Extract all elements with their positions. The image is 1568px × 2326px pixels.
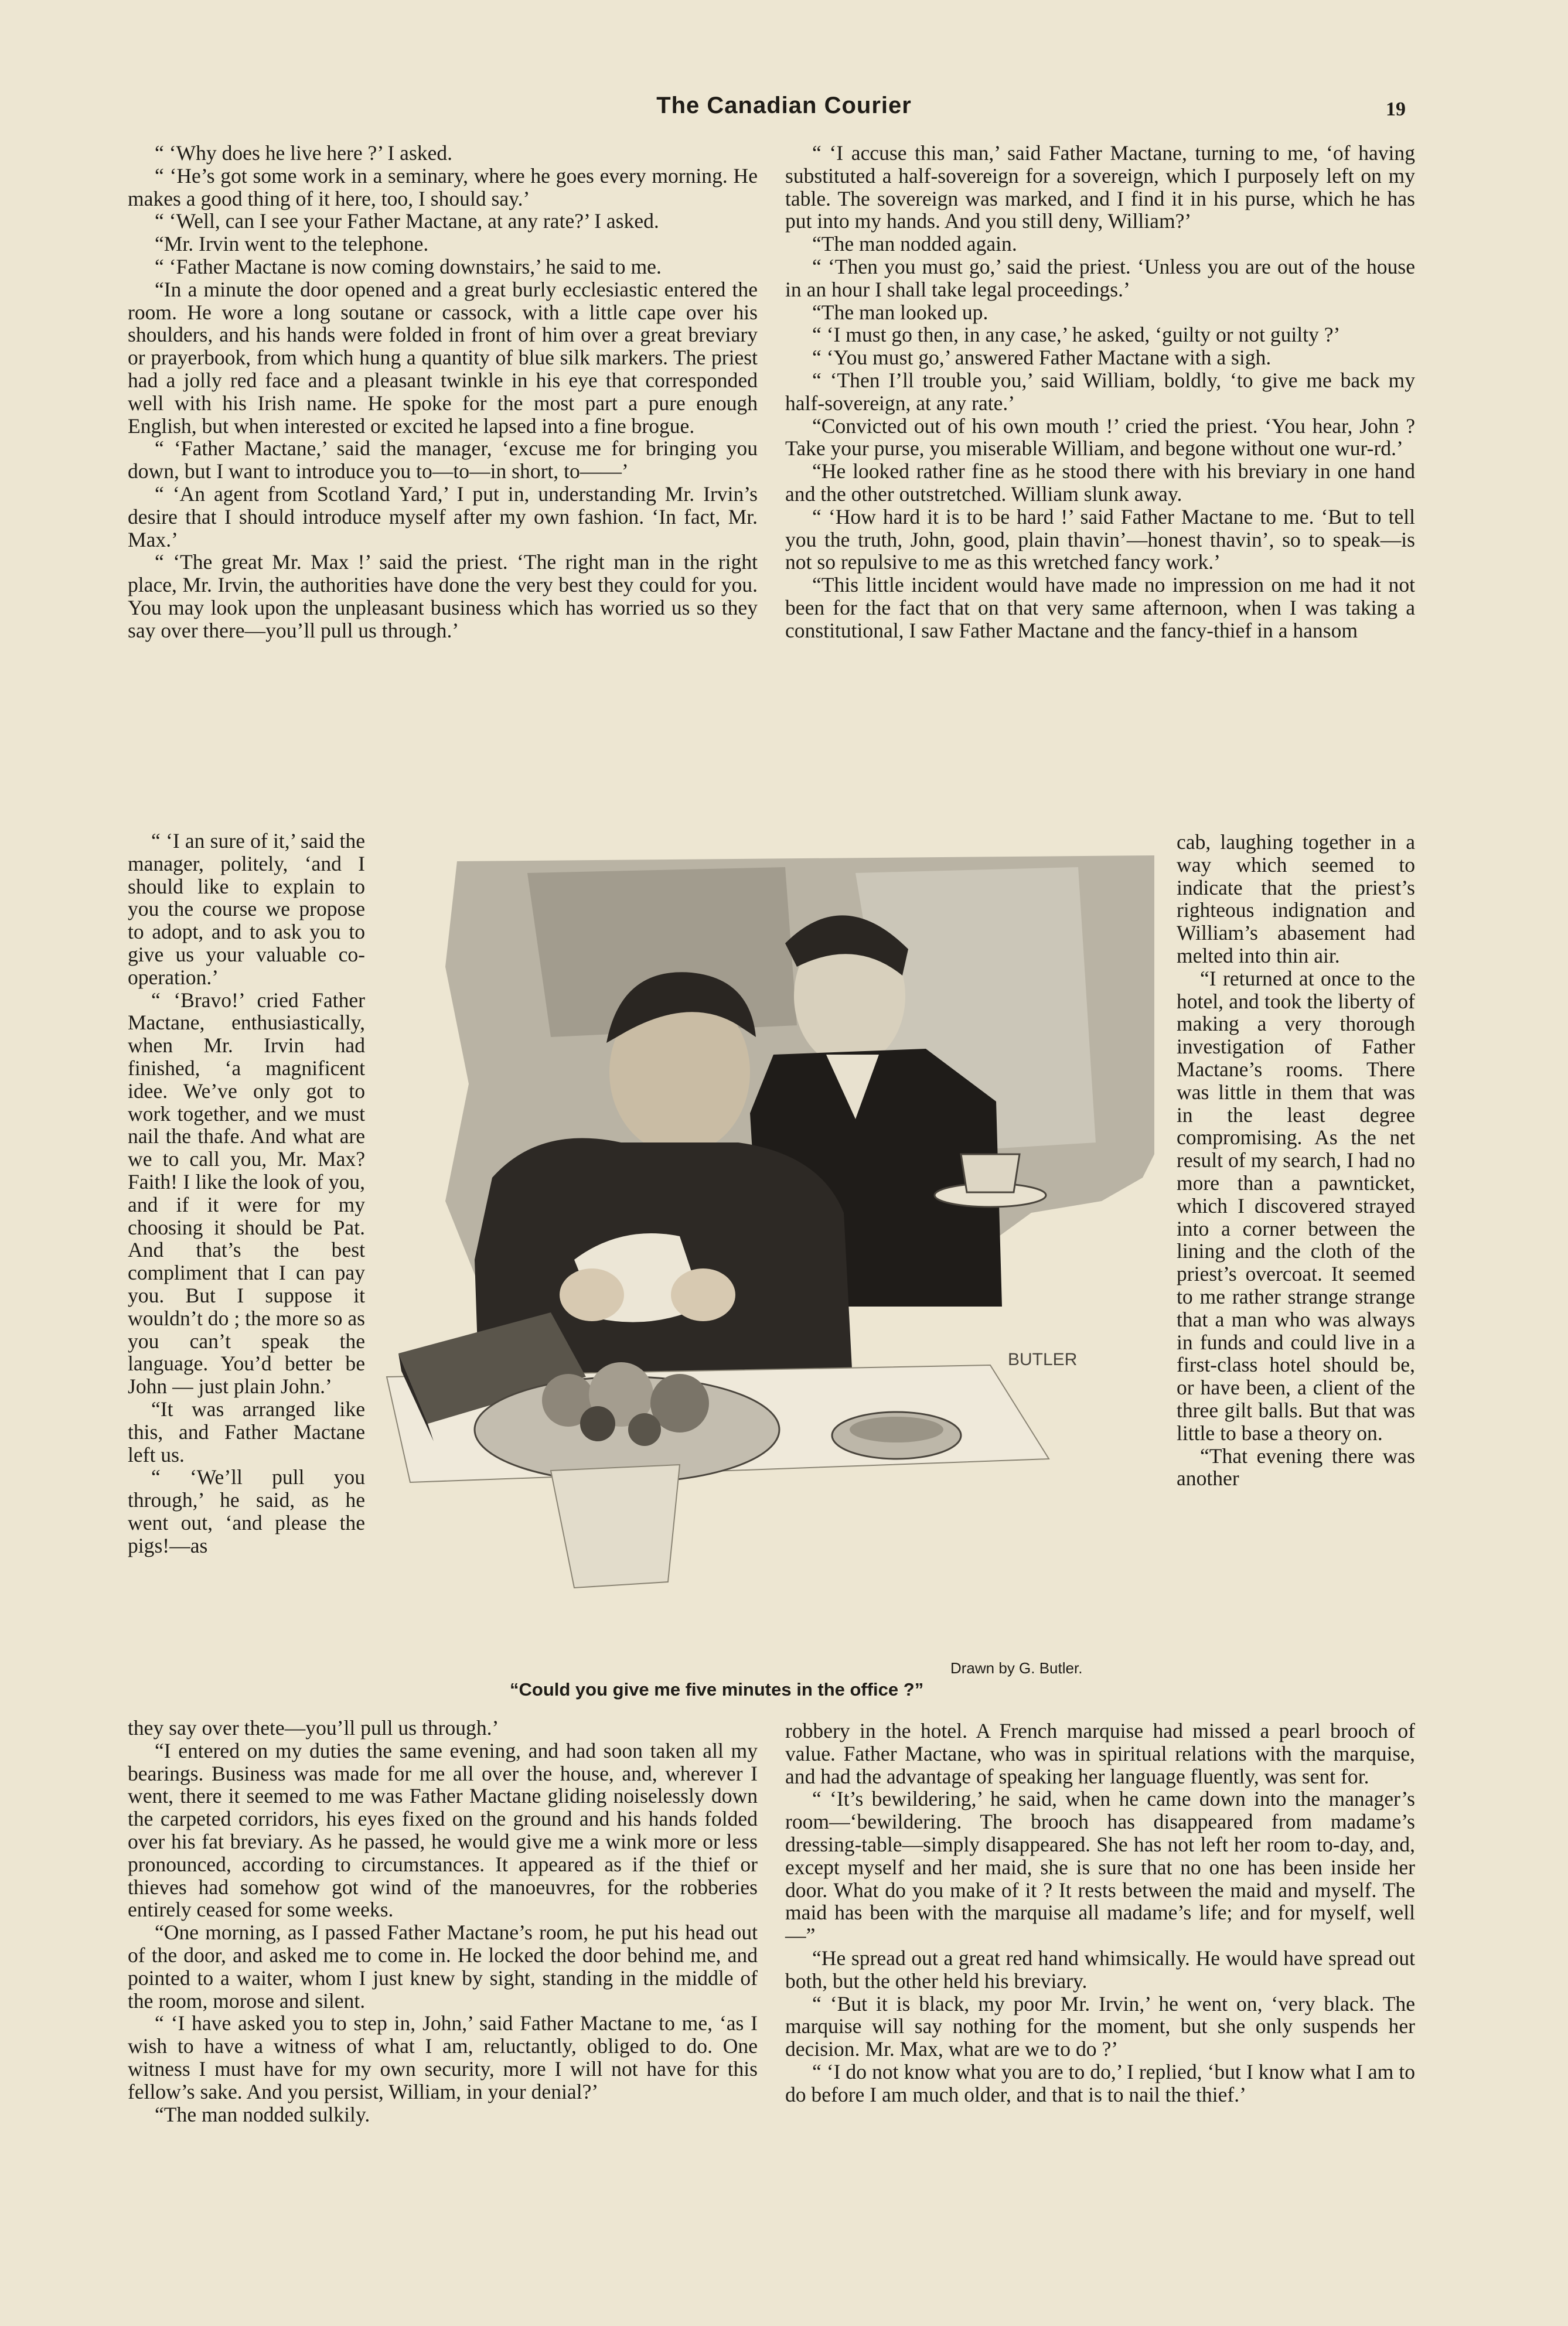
paragraph: “ ‘It’s bewildering,’ he said, when he came down into the manager’s room—‘bewildering. The brooch has disappeared from madame’s dressing-table—simply disappeared. She has not left her room to-day, and, except myself and her maid, she is sure that no one has been inside her door. What do you make of it ? It rests between the maid and myself. The maid has been with the marquise all madame’s life; and for myself, well—” (785, 1787, 1415, 1948)
page-number: 19 (1386, 98, 1406, 120)
right-column-bottom (785, 1720, 1415, 2106)
paragraph: “One morning, as I passed Father Mactane’s room, he put his head out of the door, and asked me to come in. He locked the door behind me, and pointed to a waiter, whom I just knew by sight, standing in the middle of the room, morose and silent. (128, 1921, 758, 2013)
paragraph: “Convicted out of his own mouth !’ cried the priest. ‘You hear, John ? Take your purse, you miserable William, and begone without one wur-rd.’ (785, 414, 1415, 461)
paragraph: “ ‘I must go then, in any case,’ he asked, ‘guilty or not guilty ?’ (812, 323, 1341, 347)
right-column-top (785, 142, 1415, 642)
illustration-credit: Drawn by G. Butler. (950, 1659, 1083, 1677)
paragraph: “He spread out a great red hand whimsically. He would have spread out both, but the other held his breviary. (785, 1946, 1415, 1993)
illustration-priest-and-waiter (375, 850, 1166, 1646)
paragraph: “ ‘I an sure of it,’ said the manager, politely, ‘and I should like to explain to you the course we propose to adopt, and to ask you to give us your valuable co-operation.’ (128, 829, 365, 989)
paragraph: “ ‘Then you must go,’ said the priest. ‘Unless you are out of the house in an hour I shall take legal proceedings.’ (785, 254, 1415, 301)
paragraph: “The man looked up. (812, 300, 988, 324)
paragraph: “I returned at once to the hotel, and took the liberty of making a very thorough investigation of Father Mactane’s rooms. There was little in them that was in the least degree compromising. As the net result of my search, I had no more than a pawnticket, which I discovered strayed into a corner between the lining and the cloth of the priest’s overcoat. It seemed to me rather strange strange that a man who was always in funds and could live in a first-class hotel should be, or have been, a client of the three gilt balls. But that was little to base a theory on. (1177, 966, 1415, 1445)
paragraph: “ ‘An agent from Scotland Yard,’ I put in, understanding Mr. Irvin’s desire that I should introduce myself after my own fashion. ‘In fact, Mr. Max.’ (128, 482, 758, 551)
right-column-narrow (1177, 831, 1415, 1490)
paragraph: “The man nodded sulkily. (155, 2102, 370, 2126)
artist-signature: BUTLER (1008, 1350, 1078, 1369)
paragraph: “ ‘Why does he live here ?’ I asked. (155, 141, 453, 165)
paragraph: “ ‘Well, can I see your Father Mactane, at any rate?’ I asked. (155, 209, 659, 233)
paragraph: “This little incident would have made no impression on me had it not been for the fact that on that very same afternoon, when I was taking a constitutional, I saw Father Mactane and the fancy-thief in a hansom (785, 573, 1415, 642)
paragraph: “ ‘Father Mactane,’ said the manager, ‘excuse me for bringing you down, but I want to introduce you to—to—in short, to——’ (128, 436, 758, 483)
paragraph: “In a minute the door opened and a great burly ecclesiastic entered the room. He wore a long soutane or cassock, with a little cape over his shoulders, and his hands were folded in front of him over a great breviary or prayerbook, from which hung a quantity of blue silk markers. The priest had a jolly red face and a pleasant twinkle in his eye that corresponded well with his Irish name. He spoke for the most part a pure enough English, but when interested or excited he lapsed into a fine brogue. (128, 277, 758, 438)
paragraph: “It was arranged like this, and Father Mactane left us. (128, 1397, 365, 1466)
illustration-caption: “Could you give me five minutes in the office ?” (510, 1679, 924, 1700)
paragraph: they say over thete—you’ll pull us through.’ (128, 1716, 499, 1740)
paragraph: “ ‘I do not know what you are to do,’ I replied, ‘but I know what I am to do before I am much older, and that is to nail the thief.’ (785, 2059, 1415, 2106)
paragraph: “That evening there was another (1177, 1444, 1415, 1491)
left-column-top (128, 142, 758, 642)
paragraph: cab, laughing together in a way which seemed to indicate that the priest’s righteous indignation and William’s abasement had melted into thin air. (1177, 830, 1415, 967)
paragraph: “I entered on my duties the same evening, and had soon taken all my bearings. Business was made for me all over the house, and, wherever I went, there it seemed to me was Father Mactane gliding noiselessly down the carpeted corridors, his eyes fixed on the ground and his hands folded over his fat breviary. As he passed, he would give me a wink more or less pronounced, according to circumstances. It appeared as if the thief or thieves had somehow got wind of the manoeuvres, for the robberies entirely ceased for some weeks. (128, 1738, 758, 1922)
paragraph: “ ‘I accuse this man,’ said Father Mactane, turning to me, ‘of having substituted a half-sovereign for a sovereign, which I purposely left on my table. The sovereign was marked, and I find it in his purse, which he has put into my hands. And you still deny, William?’ (785, 141, 1415, 233)
paragraph: “ ‘You must go,’ answered Father Mactane with a sigh. (812, 346, 1272, 370)
paragraph: “ ‘How hard it is to be hard !’ said Father Mactane to me. ‘But to tell you the truth, John, good, plain thavin’—honest thavin’, so to speak—is not so repulsive to me as this wretched fancy work.’ (785, 504, 1415, 574)
left-column-narrow (128, 830, 365, 1557)
newspaper-title: The Canadian Courier (656, 93, 912, 118)
paragraph: “ ‘He’s got some work in a seminary, where he goes every morning. He makes a good thing of it here, too, I should say.’ (128, 163, 758, 210)
paragraph: “ ‘Then I’ll trouble you,’ said William, boldly, ‘to give me back my half-sovereign, at any rate.’ (785, 368, 1415, 415)
paragraph: “ ‘Bravo!’ cried Father Mactane, enthusiastically, when Mr. Irvin had finished, ‘a magnificent idee. We’ve only got to work together, and we must nail the thafe. And what are we to call you, Mr. Max? Faith! I like the look of you, and if it were for my choosing it should be Pat. And that’s the best compliment that I can pay you. But I suppose it wouldn’t do ; the more so as you can’t speak the language. You’d better be John — just plain John.’ (128, 988, 365, 1399)
paragraph: “ ‘Father Mactane is now coming downstairs,’ he said to me. (155, 254, 662, 278)
paragraph: “The man nodded again. (812, 232, 1017, 256)
paragraph: “He looked rather fine as he stood there with his breviary in one hand and the other outstretched. William slunk away. (785, 459, 1415, 506)
left-column-bottom (128, 1717, 758, 2126)
paragraph: robbery in the hotel. A French marquise had missed a pearl brooch of value. Father Mactane, who was in spiritual relations with the marquise, and had the advantage of speaking her language fluently, was sent for. (785, 1719, 1415, 1788)
paragraph: “ ‘The great Mr. Max !’ said the priest. ‘The right man in the right place, Mr. Irvin, the authorities have done the very best they could for you. You may look upon the unpleasant business which has worried us so they say over there—you’ll pull us through.’ (128, 550, 758, 642)
paragraph: “Mr. Irvin went to the telephone. (155, 232, 429, 256)
paragraph: “ ‘I have asked you to step in, John,’ said Father Mactane to me, ‘as I wish to have a witness of what I am, reluctantly, obliged to do. One witness I must have for my own security, more I will not have for this fellow’s sake. And you persist, William, in your denial?’ (128, 2011, 758, 2103)
paragraph: “ ‘We’ll pull you through,’ he said, as he went out, ‘and please the pigs!—as (128, 1465, 365, 1557)
paragraph: “ ‘But it is black, my poor Mr. Irvin,’ he went on, ‘very black. The marquise will say nothing for the moment, but she only suspends her decision. Mr. Max, what are we to do ?’ (785, 1991, 1415, 2061)
